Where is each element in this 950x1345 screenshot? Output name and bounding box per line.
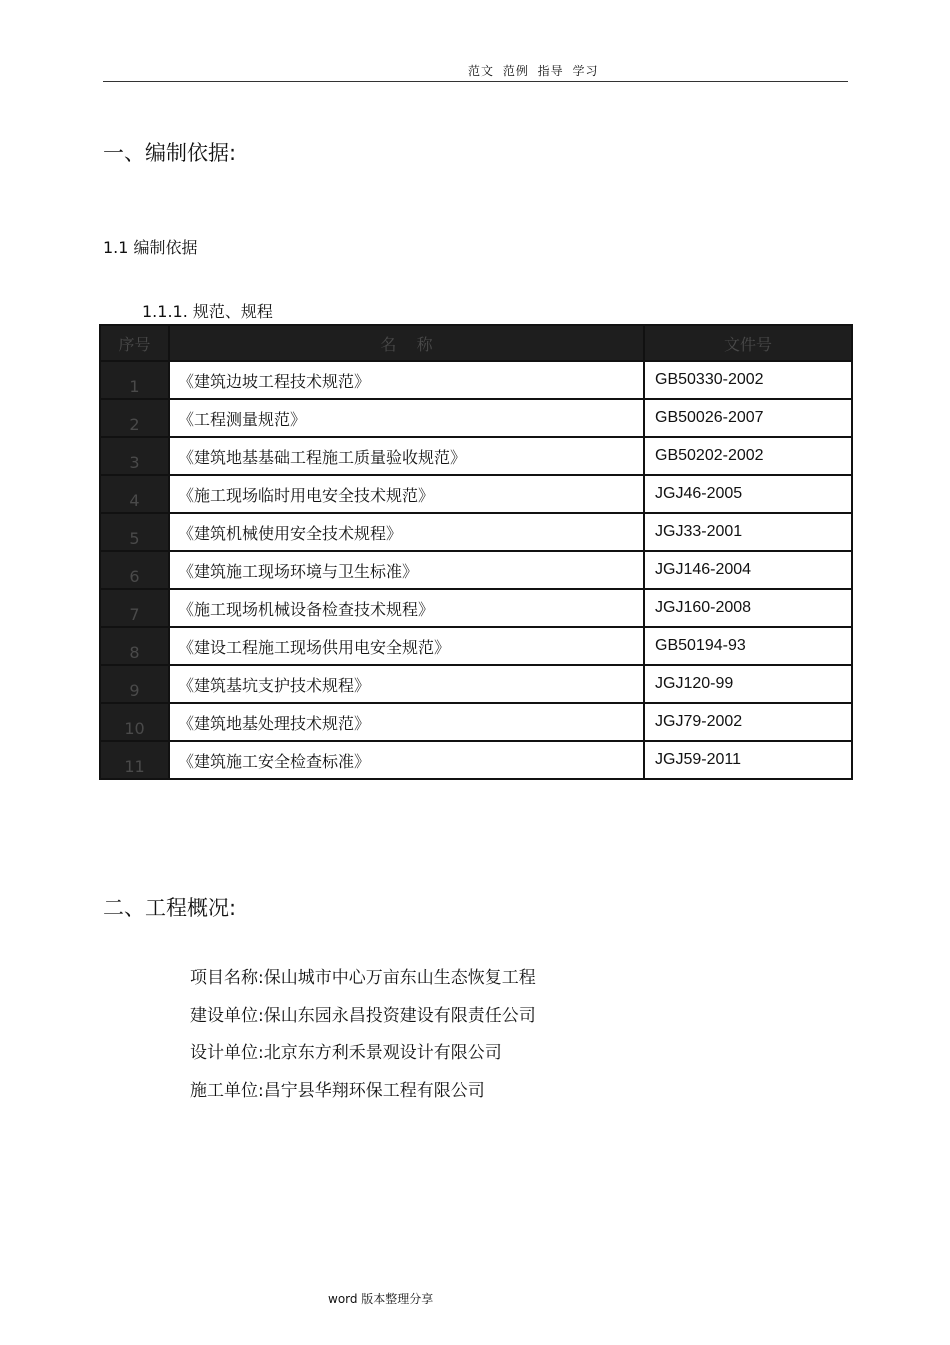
standard-code: JGJ46-2005 (644, 475, 852, 513)
table-row (100, 627, 852, 665)
standard-code: JGJ79-2002 (644, 703, 852, 741)
header-divider (103, 81, 848, 82)
standards-table (99, 324, 853, 780)
table-row (100, 551, 852, 589)
standard-code: JGJ33-2001 (644, 513, 852, 551)
table-header-row (100, 325, 852, 361)
row-number: 6 (100, 551, 169, 589)
standard-code: GB50202-2002 (644, 437, 852, 475)
standard-name: 《建筑基坑支护技术规程》 (169, 665, 644, 703)
page-header: 范文 范例 指导 学习 (468, 64, 599, 78)
standard-code: JGJ146-2004 (644, 551, 852, 589)
header-number: 序号 (100, 325, 169, 361)
row-number: 9 (100, 665, 169, 703)
row-number: 8 (100, 627, 169, 665)
standard-name: 《建筑施工现场环境与卫生标准》 (169, 551, 644, 589)
row-number: 4 (100, 475, 169, 513)
info-owner: 建设单位:保山东园永昌投资建设有限责任公司 (190, 1006, 536, 1026)
standard-code: JGJ120-99 (644, 665, 852, 703)
subsection-title: 1.1 编制依据 (103, 238, 198, 257)
standard-name: 《建筑地基基础工程施工质量验收规范》 (169, 437, 644, 475)
table-row (100, 513, 852, 551)
subsubsection-title: 1.1.1. 规范、规程 (142, 302, 273, 321)
info-designer: 设计单位:北京东方利禾景观设计有限公司 (190, 1043, 502, 1063)
row-number: 11 (100, 741, 169, 779)
standard-name: 《施工现场机械设备检查技术规程》 (169, 589, 644, 627)
standard-code: GB50026-2007 (644, 399, 852, 437)
row-number: 7 (100, 589, 169, 627)
row-number: 1 (100, 361, 169, 399)
table-row (100, 437, 852, 475)
row-number: 2 (100, 399, 169, 437)
standard-name: 《建筑施工安全检查标准》 (169, 741, 644, 779)
table-row (100, 589, 852, 627)
standard-name: 《工程测量规范》 (169, 399, 644, 437)
standard-name: 《建筑机械使用安全技术规程》 (169, 513, 644, 551)
table-row (100, 361, 852, 399)
table-row (100, 703, 852, 741)
standard-code: GB50330-2002 (644, 361, 852, 399)
page-footer: word 版本整理分享 (328, 1292, 434, 1306)
table-row (100, 475, 852, 513)
table-row (100, 741, 852, 779)
standard-code: JGJ160-2008 (644, 589, 852, 627)
row-number: 5 (100, 513, 169, 551)
table-row (100, 399, 852, 437)
row-number: 3 (100, 437, 169, 475)
standard-code: GB50194-93 (644, 627, 852, 665)
info-contractor: 施工单位:昌宁县华翔环保工程有限公司 (190, 1081, 485, 1101)
header-name: 名 称 (169, 325, 644, 361)
table-row (100, 665, 852, 703)
row-number: 10 (100, 703, 169, 741)
standard-name: 《建筑地基处理技术规范》 (169, 703, 644, 741)
section-title-overview: 二、工程概况: (103, 896, 237, 920)
standard-code: JGJ59-2011 (644, 741, 852, 779)
header-code: 文件号 (644, 325, 852, 361)
section-title-basis: 一、编制依据: (103, 141, 237, 165)
info-project-name: 项目名称:保山城市中心万亩东山生态恢复工程 (190, 968, 536, 988)
standard-name: 《建筑边坡工程技术规范》 (169, 361, 644, 399)
standard-name: 《建设工程施工现场供用电安全规范》 (169, 627, 644, 665)
standard-name: 《施工现场临时用电安全技术规范》 (169, 475, 644, 513)
